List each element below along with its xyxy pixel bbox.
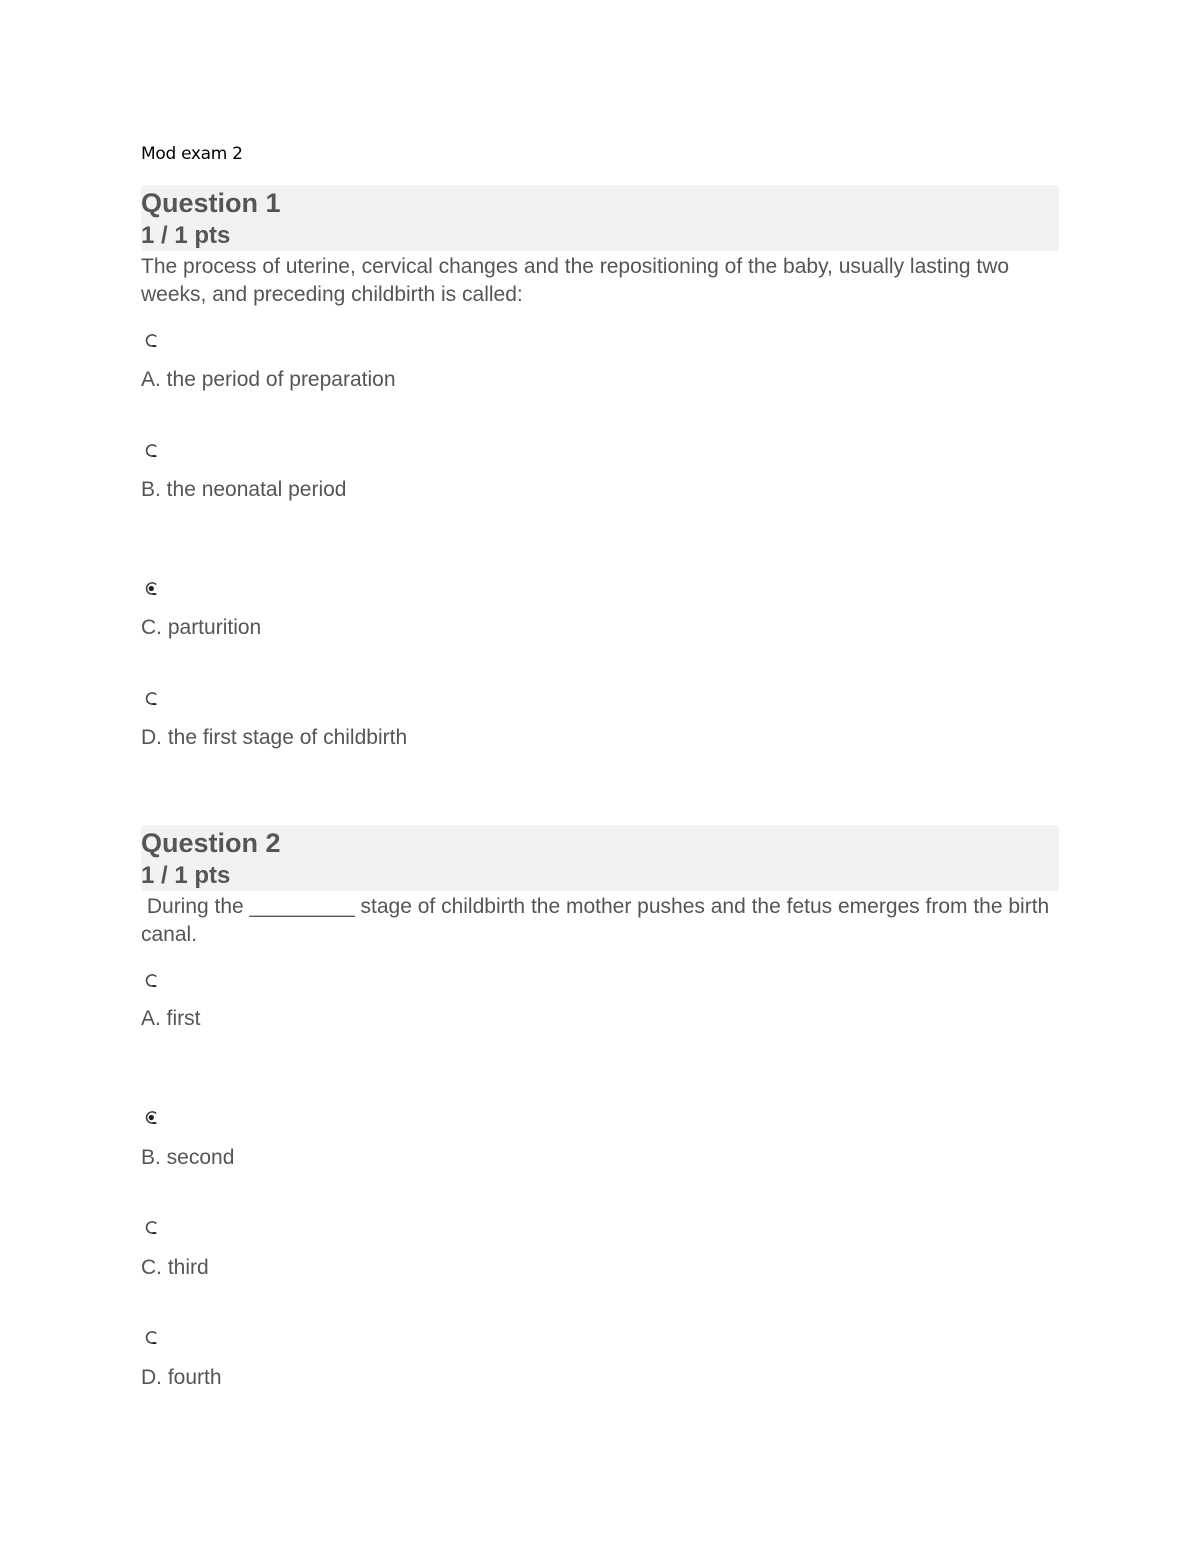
question-2-points: 1 / 1 pts: [141, 862, 231, 889]
question-2-option-b[interactable]: B. second: [141, 1146, 235, 1169]
question-2-option-a[interactable]: A. first: [141, 1007, 201, 1030]
question-1-option-b[interactable]: B. the neonatal period: [141, 478, 347, 501]
radio-unselected-icon[interactable]: [143, 332, 160, 349]
question-2-header: [141, 825, 1059, 891]
question-1-points: 1 / 1 pts: [141, 222, 231, 249]
question-2-text: During the _________ stage of childbirth the mother pushes and the fetus emerges from the birth canal.: [141, 895, 1056, 946]
radio-unselected-icon[interactable]: [143, 1219, 160, 1236]
question-2-title: Question 2: [141, 828, 281, 858]
question-1-option-c[interactable]: C. parturition: [141, 616, 262, 639]
question-1-option-d[interactable]: D. the first stage of childbirth: [141, 726, 408, 749]
question-2-option-c[interactable]: C. third: [141, 1256, 209, 1279]
question-1-option-a[interactable]: A. the period of preparation: [141, 368, 396, 391]
question-1-header: [141, 185, 1059, 251]
question-1-title: Question 1: [141, 188, 281, 218]
radio-unselected-icon[interactable]: [143, 972, 160, 989]
document-title: Mod exam 2: [141, 144, 243, 164]
radio-selected-icon[interactable]: [143, 1109, 160, 1126]
radio-selected-icon[interactable]: [143, 580, 160, 597]
radio-unselected-icon[interactable]: [143, 1329, 160, 1346]
question-2-option-d[interactable]: D. fourth: [141, 1366, 222, 1389]
radio-unselected-icon[interactable]: [143, 690, 160, 707]
radio-unselected-icon[interactable]: [143, 442, 160, 459]
question-1-text: The process of uterine, cervical changes and the repositioning of the baby, usually lasting two weeks, and preceding childbirth is called:: [141, 255, 1015, 306]
